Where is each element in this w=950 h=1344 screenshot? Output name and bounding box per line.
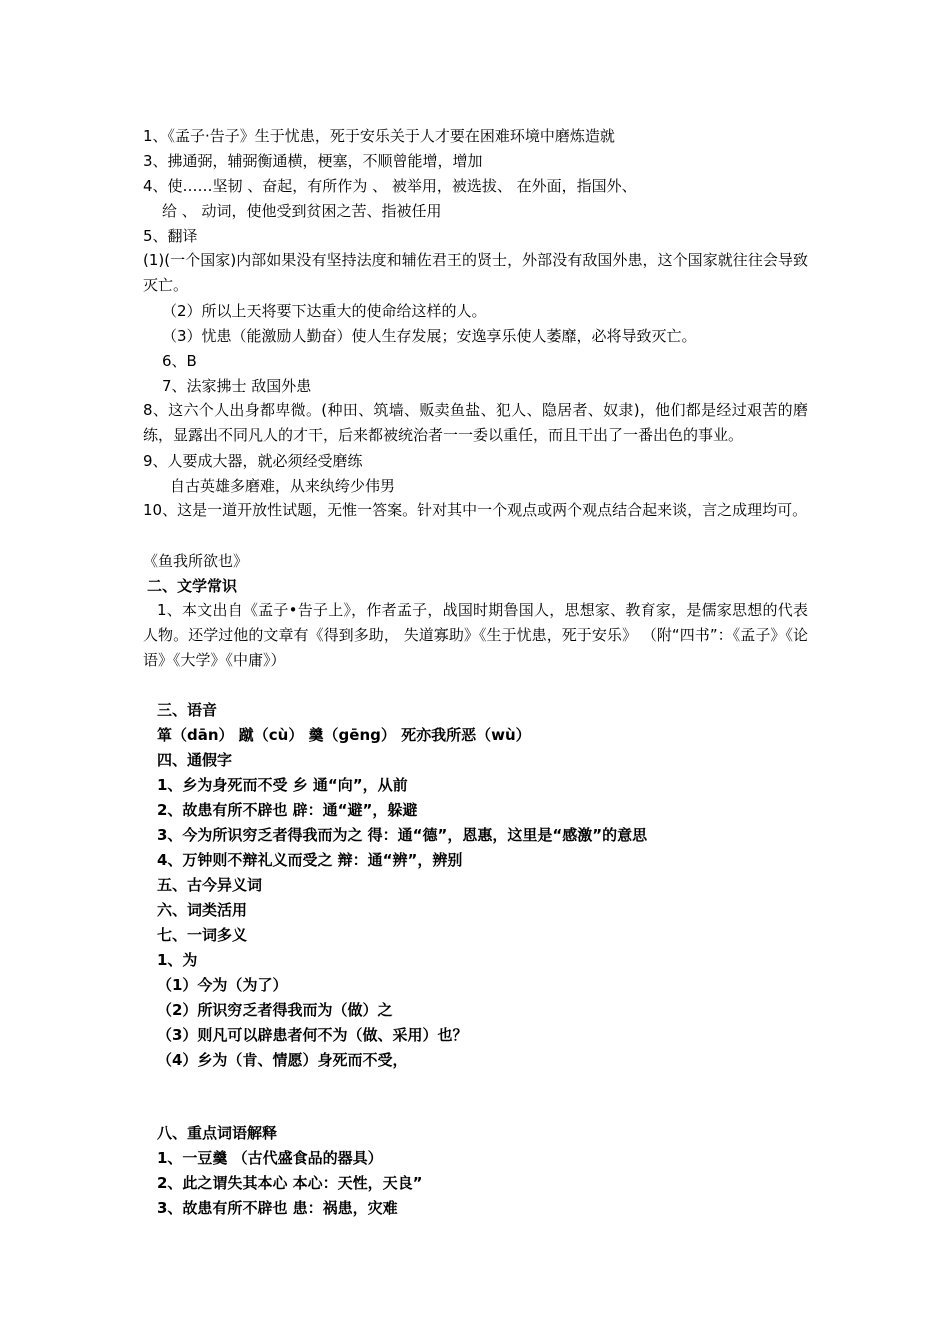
polysemy-word: 1、为 bbox=[157, 951, 198, 969]
translation-1: (1)(一个国家)内部如果没有坚持法度和辅佐君王的贤士，外部没有敌国外患，这个国家就往往会导致灭亡。 bbox=[143, 251, 808, 294]
section-3-heading: 三、语音 bbox=[157, 701, 218, 719]
answer-6: 6、B bbox=[162, 352, 197, 370]
answer-1: 1、《孟子·告子》生于忧患，死于安乐关于人才要在困难环境中磨炼造就 bbox=[143, 127, 615, 145]
answer-7: 7、法家拂士 敌国外患 bbox=[162, 377, 312, 395]
translation-3: （3）忧患（能激励人勤奋）使人生存发展；安逸享乐使人萎靡，必将导致灭亡。 bbox=[162, 327, 697, 345]
translation-2: （2）所以上天将要下达重大的使命给这样的人。 bbox=[162, 302, 487, 320]
loanword-2: 2、故患有所不辟也 辟：通“避”，躲避 bbox=[157, 801, 418, 819]
answer-4-continued: 给 、 动词，使他受到贫困之苦、指被任用 bbox=[162, 202, 442, 220]
section-2-heading: 二、文学常识 bbox=[147, 577, 238, 595]
polysemy-4: （4）乡为（肯、情愿）身死而不受， bbox=[157, 1051, 408, 1069]
section-8-heading: 八、重点词语解释 bbox=[157, 1124, 278, 1142]
section-7-heading: 七、一词多义 bbox=[157, 926, 248, 944]
keyword-2: 2、此之谓失其本心 本心：天性，天良” bbox=[157, 1174, 423, 1192]
section-2-paragraph: 1、本文出自《孟子•告子上》，作者孟子，战国时期鲁国人，思想家、教育家，是儒家思想的代表人物。还学过他的文章有《得到多助， 失道寡助》《生于忧患，死于安乐》 （附“四书”：《孟子》《论语》《大学》《中庸》） bbox=[143, 601, 808, 669]
polysemy-3: （3）则凡可以辟患者何不为（做、采用）也？ bbox=[157, 1026, 468, 1044]
polysemy-2: （2）所识穷乏者得我而为（做）之 bbox=[157, 1001, 393, 1019]
answer-5-heading: 5、翻译 bbox=[143, 227, 198, 245]
polysemy-1: （1）今为（为了） bbox=[157, 976, 288, 994]
answer-8: 8、这六个人出身都卑微。(种田、筑墙、贩卖鱼盐、犯人、隐居者、奴隶)，他们都是经过艰苦的磨练，显露出不同凡人的才干，后来都被统治者一一委以重任，而且干出了一番出色的事业。 bbox=[143, 401, 808, 444]
answer-9: 9、人要成大器，就必须经受磨练 bbox=[143, 452, 363, 470]
answer-9-continued: 自古英雄多磨难，从来纨绔少伟男 bbox=[170, 477, 396, 495]
loanword-4: 4、万钟则不辩礼义而受之 辩：通“辨”，辨别 bbox=[157, 851, 463, 869]
answer-4: 4、使……坚韧 、奋起，有所作为 、 被举用，被选拔、 在外面，指国外、 bbox=[143, 177, 637, 195]
keyword-1: 1、一豆羹 （古代盛食品的器具） bbox=[157, 1149, 383, 1167]
lesson-title: 《鱼我所欲也》 bbox=[143, 552, 249, 570]
loanword-3: 3、今为所识穷乏者得我而为之 得：通“德”，恩惠，这里是“感激”的意思 bbox=[157, 826, 648, 844]
answer-10: 10、这是一道开放性试题，无惟一答案。针对其中一个观点或两个观点结合起来谈，言之成理均可。 bbox=[143, 501, 808, 519]
section-6-heading: 六、词类活用 bbox=[157, 901, 248, 919]
answer-3: 3、拂通弼，辅弼衡通横，梗塞，不顺曾能增，增加 bbox=[143, 152, 483, 170]
section-5-heading: 五、古今异义词 bbox=[157, 876, 263, 894]
pronunciation-line: 箪（dān） 蹴（cù） 羹（gēng） 死亦我所恶（wù） bbox=[157, 726, 531, 744]
section-4-heading: 四、通假字 bbox=[157, 751, 233, 769]
loanword-1: 1、乡为身死而不受 乡 通“向”，从前 bbox=[157, 776, 408, 794]
keyword-3: 3、故患有所不辟也 患：祸患，灾难 bbox=[157, 1199, 398, 1217]
